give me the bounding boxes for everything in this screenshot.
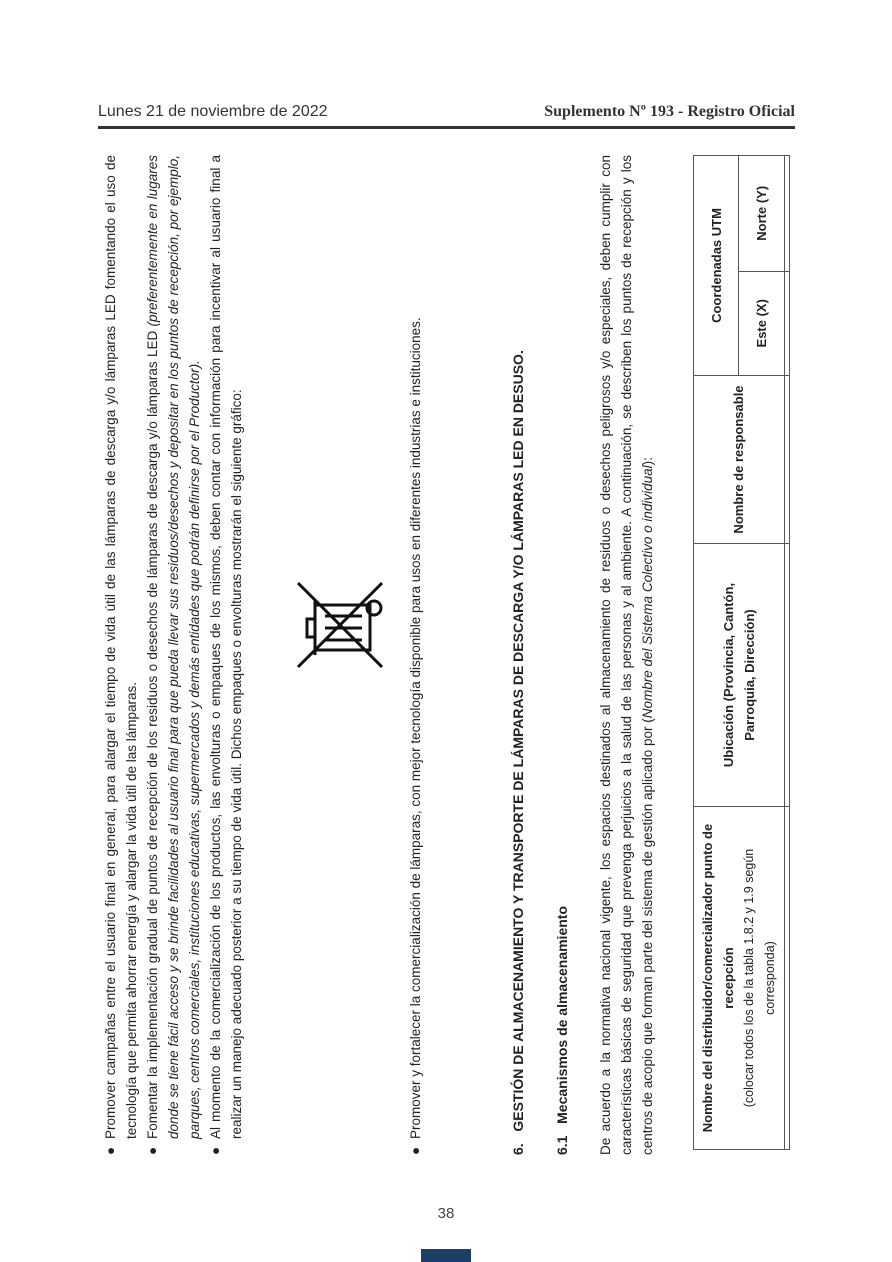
col-distributor-note: (colocar todos los de la tabla 1.8.2 y 1.9 según corresponda) <box>741 848 777 1108</box>
col-north-header: Norte (Y) <box>739 156 784 272</box>
paragraph <box>595 155 658 1155</box>
col-utm-header: Coordenadas UTM <box>694 156 739 376</box>
bullet-text: Promover campañas entre el usuario final en general, para alargar el tiempo de vida útil de las lámparas de descarga y/o lámparas LED fomentando el uso de tecnología que permita ahorrar energía y alargar la vida útil de las lámparas. <box>103 155 139 1139</box>
section-6-1-heading <box>552 155 573 1155</box>
table-cell <box>784 376 789 544</box>
bullet-text: Fomentar la implementación gradual de puntos de recepción de los residuos o desechos de lámparas de descarga y/o lámparas LED <box>145 330 160 1139</box>
section-6-number: 6. <box>510 1143 526 1155</box>
paragraph-text: De acuerdo a la normativa nacional vigente, los espacios destinados al almacenamiento de residuos o desechos peligrosos y/o especiales, deben cumplir con características básicas de seguridad que prevenga perjuicios a la salud de las personas y al ambiente. A continuación, se describen los puntos de recepción y los centros de acopio que forman parte del sistema de gestión aplicado por ( <box>598 155 655 1155</box>
section-6-1-number: 6.1 <box>554 1135 570 1155</box>
rotated-content <box>100 155 790 1155</box>
bullet-item <box>100 155 142 1155</box>
table-header-row <box>694 156 739 1150</box>
section-6-1-title: Mecanismos de almacenamiento <box>554 905 570 1124</box>
header-rule <box>98 126 795 129</box>
crossed-out-wheeled-bin-icon <box>290 575 390 675</box>
bullet-dot: ● <box>408 1146 423 1155</box>
footer-bar <box>421 1249 471 1262</box>
table-cell <box>784 544 789 807</box>
page-number: 38 <box>437 1205 455 1222</box>
col-location-header: Ubicación (Provincia, Cantón, Parroquia, Dirección) <box>694 544 785 807</box>
bullet-item <box>405 139 426 1155</box>
table-row <box>784 156 789 1150</box>
col-responsible-header: Nombre de responsable <box>694 376 785 544</box>
bullet-item <box>142 155 205 1155</box>
col-east-header: Este (X) <box>739 271 784 375</box>
table-cell <box>784 271 789 375</box>
bullet-item <box>205 155 247 1155</box>
bullet-dot: ● <box>145 1146 160 1155</box>
bullet-dot: ● <box>103 1146 118 1155</box>
col-distributor-title: Nombre del distribuidor/comercializador punto de recepción <box>699 823 736 1133</box>
bullet-list <box>100 155 247 1155</box>
bullet-text: Promover y fortalecer la comercialización de lámparas, con mejor tecnología disponible para usos en diferentes industrias e instituciones. <box>408 317 423 1139</box>
bullet-dot: ● <box>208 1146 223 1155</box>
col-distributor-header <box>694 807 785 1150</box>
bullet-text-italic: (preferentemente en lugares donde se tiene fácil acceso y se brinde facilidades al usuario final para que pueda llevar sus residuos/desechos y depositar en los puntos de recepción, por ejemplo, parques, centros comerciales, instituciones educativas, supermercados y demás entidades que podrán definirse por el Productor). <box>145 155 202 1139</box>
header-date: Lunes 21 de noviembre de 2022 <box>98 103 328 120</box>
paragraph-italic: Nombre del Sistema Colectivo o individual <box>640 465 655 719</box>
bullet-text: Al momento de la comercialización de los productos, las envolturas o empaques de los mismos, deben contar con información para incentivar al usuario final a realizar un manejo adecuado posterior a su tiempo de vida útil. Dichos empaques o envolturas mostrarán el siguiente gráfico: <box>208 155 244 1139</box>
table-cell <box>784 807 789 1150</box>
utm-table <box>693 155 790 1150</box>
section-6-heading <box>508 155 529 1155</box>
section-6-title: GESTIÓN DE ALMACENAMIENTO Y TRANSPORTE DE LÁMPARAS DE DESCARGA Y/O LÁMPARAS LED EN DESUSO. <box>510 350 526 1132</box>
table-cell <box>784 156 789 272</box>
header-publication: Suplemento Nº 193 - Registro Oficial <box>544 103 795 120</box>
paragraph-end: ): <box>640 457 655 466</box>
